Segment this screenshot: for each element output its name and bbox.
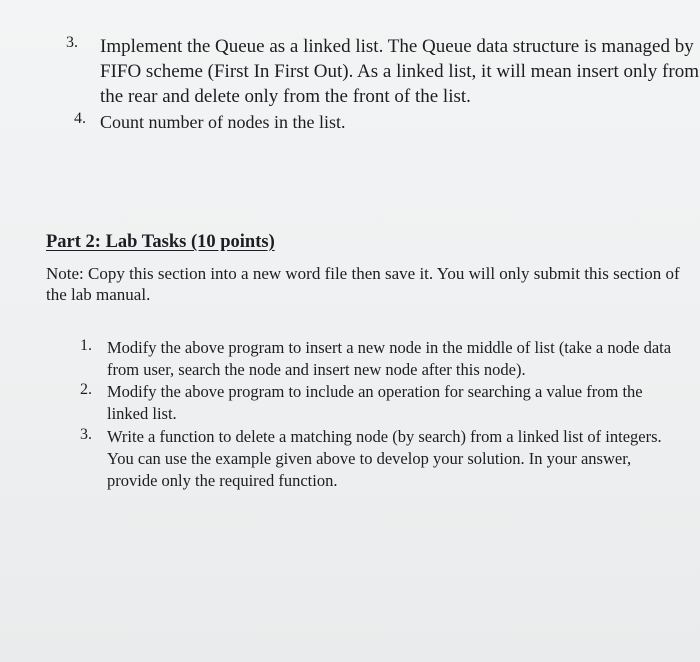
list-item-number: 3. (66, 34, 78, 51)
task-number: 1. (80, 337, 92, 354)
list-item (66, 110, 700, 135)
note-paragraph: Note: Copy this section into a new word file then save it. You will only submit this section of the lab manual. (46, 264, 680, 304)
task-item (80, 337, 680, 381)
task-text: Modify the above program to include an operation for searching a value from the linked list. (107, 382, 643, 423)
task-number: 2. (80, 381, 92, 398)
list-item (66, 34, 700, 109)
task-text: Write a function to delete a matching node (by search) from a linked list of integers. You can use the example given above to develop your solution. In your answer, provide only the required function. (107, 427, 662, 490)
list-item-text: Count number of nodes in the list. (100, 112, 346, 132)
lab-tasks-list (80, 337, 680, 492)
task-text: Modify the above program to insert a new node in the middle of list (take a node data from user, search the node and insert new node after this node). (107, 338, 672, 379)
numbered-list-top (66, 34, 700, 135)
task-item (80, 426, 680, 492)
section-heading: Part 2: Lab Tasks (10 points) (46, 232, 275, 252)
list-item-text: Implement the Queue as a linked list. The Queue data structure is managed by FIFO scheme (First In First Out). As a linked list, it will mean insert only from the rear and delete only from the front of the list. (100, 36, 699, 107)
task-item (80, 381, 680, 425)
task-number: 3. (80, 426, 92, 443)
list-item-number: 4. (74, 110, 86, 127)
